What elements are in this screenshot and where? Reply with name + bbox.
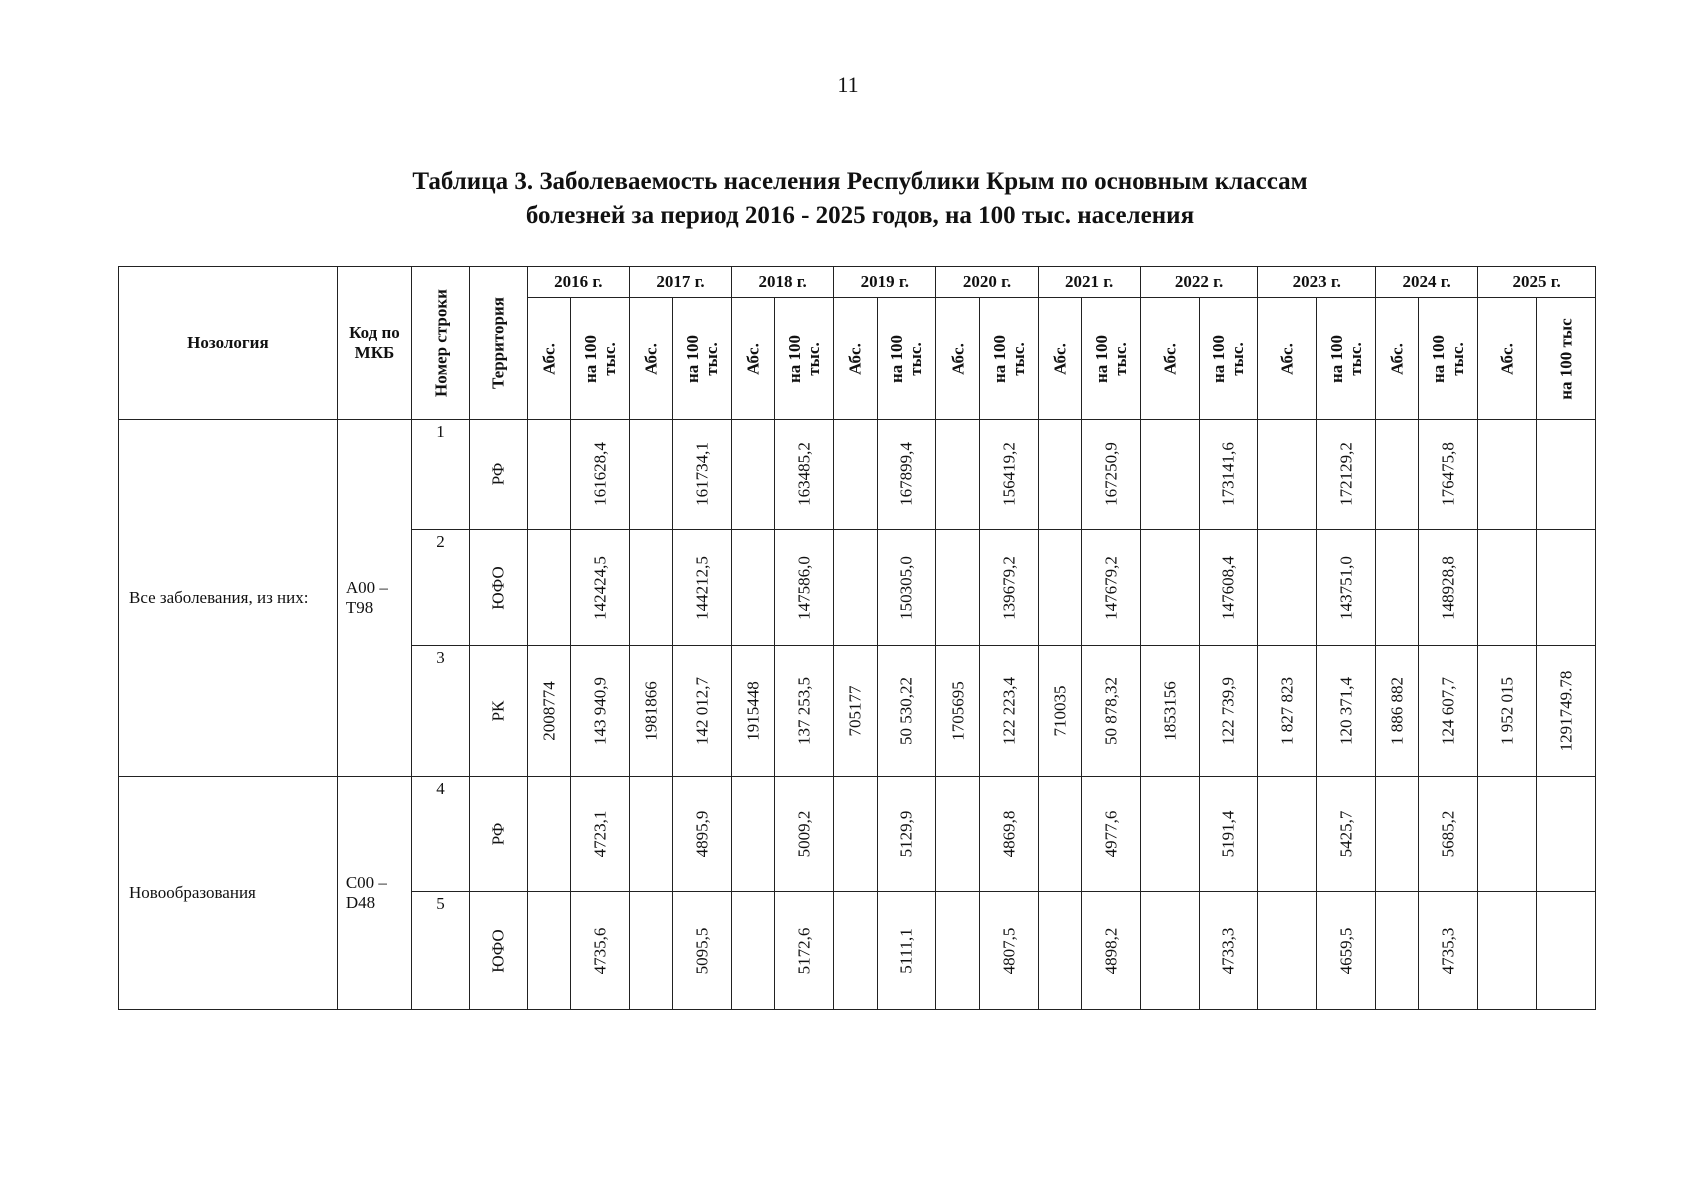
value-per-100k-cell xyxy=(877,420,936,530)
value-abs-cell xyxy=(629,777,672,892)
value-text: 5009,2 xyxy=(794,810,814,858)
value-per-100k-cell xyxy=(1199,420,1258,530)
value-text: 1 886 882 xyxy=(1387,677,1407,746)
value-abs-cell xyxy=(1376,646,1419,777)
header-per-100k xyxy=(1537,298,1596,420)
value-abs-cell xyxy=(732,777,775,892)
value-per-100k-cell xyxy=(775,529,834,645)
territory-cell xyxy=(469,646,527,777)
value-abs-cell xyxy=(1478,892,1537,1010)
value-abs-cell xyxy=(1140,420,1199,530)
value-abs-cell xyxy=(834,777,877,892)
header-per-100k-text: на 100 тыс. xyxy=(1327,334,1366,383)
header-abs-text: Абс. xyxy=(1497,342,1517,375)
header-per-100k-text: на 100 тыс. xyxy=(683,334,722,383)
value-per-100k-cell xyxy=(1537,420,1596,530)
value-abs-cell xyxy=(1258,646,1317,777)
header-per-100k-text: на 100 тыс. xyxy=(1091,334,1130,383)
value-abs-cell xyxy=(629,646,672,777)
value-abs-cell xyxy=(834,420,877,530)
header-per-100k xyxy=(1199,298,1258,420)
value-abs-cell xyxy=(1258,892,1317,1010)
header-per-100k-text: на 100 тыс. xyxy=(887,334,926,383)
value-per-100k-cell xyxy=(1537,646,1596,777)
row-number-cell: 4 xyxy=(412,777,470,892)
row-number-cell: 3 xyxy=(412,646,470,777)
value-text: 1981866 xyxy=(641,681,661,741)
value-text: 4807,5 xyxy=(999,927,1019,975)
value-per-100k-cell xyxy=(1317,420,1376,530)
value-abs-cell xyxy=(1376,892,1419,1010)
value-per-100k-cell xyxy=(1081,892,1140,1010)
header-year: 2025 г. xyxy=(1478,267,1596,298)
header-year: 2024 г. xyxy=(1376,267,1478,298)
value-per-100k-cell xyxy=(877,529,936,645)
value-abs-cell xyxy=(527,892,570,1010)
header-abs-text: Абс. xyxy=(845,342,865,375)
value-text: 1291749.78 xyxy=(1556,670,1576,752)
header-abs-text: Абс. xyxy=(948,342,968,375)
value-abs-cell xyxy=(1478,646,1537,777)
value-per-100k-cell xyxy=(673,646,732,777)
header-abs xyxy=(1258,298,1317,420)
value-text: 124 607,7 xyxy=(1438,677,1458,746)
table-body xyxy=(119,420,1596,1010)
value-per-100k-cell xyxy=(1199,892,1258,1010)
header-per-100k xyxy=(673,298,732,420)
value-per-100k-cell xyxy=(775,777,834,892)
value-text: 710035 xyxy=(1050,685,1070,737)
value-abs-cell xyxy=(1478,420,1537,530)
value-text: 147608,4 xyxy=(1218,555,1238,620)
territory-text: РФ xyxy=(488,463,508,486)
value-abs-cell xyxy=(1038,777,1081,892)
value-per-100k-cell xyxy=(979,892,1038,1010)
value-abs-cell xyxy=(1038,529,1081,645)
value-text: 5191,4 xyxy=(1218,810,1238,858)
header-territory xyxy=(469,267,527,420)
value-per-100k-cell xyxy=(1419,777,1478,892)
value-per-100k-cell xyxy=(673,777,732,892)
value-abs-cell xyxy=(732,646,775,777)
value-abs-cell xyxy=(936,529,979,645)
territory-cell xyxy=(469,892,527,1010)
value-abs-cell xyxy=(732,420,775,530)
value-per-100k-cell xyxy=(1419,420,1478,530)
territory-text: РК xyxy=(488,700,508,722)
value-abs-cell xyxy=(1258,420,1317,530)
value-abs-cell xyxy=(629,420,672,530)
nosology-cell: Новообразования xyxy=(119,777,338,1010)
value-abs-cell xyxy=(1038,420,1081,530)
header-abs xyxy=(1038,298,1081,420)
row-number-cell: 1 xyxy=(412,420,470,530)
value-text: 4869,8 xyxy=(999,810,1019,858)
header-abs-text: Абс. xyxy=(743,342,763,375)
value-text: 156419,2 xyxy=(999,442,1019,507)
value-per-100k-cell xyxy=(673,529,732,645)
value-text: 173141,6 xyxy=(1218,442,1238,507)
header-row-number xyxy=(412,267,470,420)
row-number-cell: 2 xyxy=(412,529,470,645)
value-text: 167899,4 xyxy=(896,442,916,507)
value-abs-cell xyxy=(936,646,979,777)
value-text: 5685,2 xyxy=(1438,810,1458,858)
value-per-100k-cell xyxy=(673,892,732,1010)
value-per-100k-cell xyxy=(1537,777,1596,892)
value-text: 167250,9 xyxy=(1101,442,1121,507)
header-row-number-text: Номер строки xyxy=(431,289,451,397)
header-code: Код по МКБ xyxy=(337,267,411,420)
value-abs-cell xyxy=(1376,529,1419,645)
value-per-100k-cell xyxy=(877,892,936,1010)
value-per-100k-cell xyxy=(571,646,630,777)
value-abs-cell xyxy=(936,892,979,1010)
header-per-100k-text: на 100 тыс. xyxy=(785,334,824,383)
header-per-100k xyxy=(877,298,936,420)
value-text: 50 878,32 xyxy=(1101,677,1121,746)
value-text: 4723,1 xyxy=(590,810,610,858)
value-text: 142 012,7 xyxy=(692,677,712,746)
header-year: 2023 г. xyxy=(1258,267,1376,298)
value-text: 5425,7 xyxy=(1336,810,1356,858)
header-abs-text: Абс. xyxy=(539,342,559,375)
value-text: 5129,9 xyxy=(896,810,916,858)
value-text: 2008774 xyxy=(539,681,559,741)
header-year: 2018 г. xyxy=(732,267,834,298)
value-text: 1915448 xyxy=(743,681,763,741)
table-row xyxy=(119,777,1596,892)
value-per-100k-cell xyxy=(571,777,630,892)
header-per-100k xyxy=(1081,298,1140,420)
value-text: 5095,5 xyxy=(692,927,712,975)
header-per-100k xyxy=(1419,298,1478,420)
header-abs-text: Абс. xyxy=(641,342,661,375)
value-text: 163485,2 xyxy=(794,442,814,507)
territory-cell xyxy=(469,529,527,645)
value-per-100k-cell xyxy=(673,420,732,530)
header-abs xyxy=(834,298,877,420)
header-year: 2022 г. xyxy=(1140,267,1258,298)
header-year: 2016 г. xyxy=(527,267,629,298)
value-per-100k-cell xyxy=(979,777,1038,892)
value-per-100k-cell xyxy=(775,420,834,530)
value-text: 139679,2 xyxy=(999,555,1019,620)
value-text: 4733,3 xyxy=(1218,927,1238,975)
value-text: 172129,2 xyxy=(1336,442,1356,507)
page-number: 11 xyxy=(837,72,859,97)
header-abs-text: Абс. xyxy=(1050,342,1070,375)
table-title xyxy=(300,165,1420,233)
value-abs-cell xyxy=(834,646,877,777)
value-abs-cell xyxy=(629,892,672,1010)
value-text: 161734,1 xyxy=(692,442,712,507)
value-text: 5172,6 xyxy=(794,927,814,975)
value-abs-cell xyxy=(936,777,979,892)
header-per-100k-text: на 100 тыс xyxy=(1556,317,1576,400)
value-per-100k-cell xyxy=(1419,646,1478,777)
value-text: 120 371,4 xyxy=(1336,677,1356,746)
header-year: 2021 г. xyxy=(1038,267,1140,298)
header-abs xyxy=(629,298,672,420)
value-abs-cell xyxy=(1478,777,1537,892)
value-text: 144212,5 xyxy=(692,555,712,620)
value-text: 4735,6 xyxy=(590,927,610,975)
header-per-100k-text: на 100 тыс. xyxy=(989,334,1028,383)
value-abs-cell xyxy=(834,529,877,645)
value-per-100k-cell xyxy=(1081,420,1140,530)
header-per-100k-text: на 100 тыс. xyxy=(1429,334,1468,383)
value-text: 1 952 015 xyxy=(1497,677,1517,746)
icd-code-cell: A00 – T98 xyxy=(337,420,411,777)
value-abs-cell xyxy=(732,892,775,1010)
value-per-100k-cell xyxy=(979,420,1038,530)
value-abs-cell xyxy=(527,420,570,530)
value-per-100k-cell xyxy=(877,777,936,892)
value-text: 122 223,4 xyxy=(999,677,1019,746)
value-text: 147586,0 xyxy=(794,555,814,620)
value-per-100k-cell xyxy=(775,646,834,777)
value-text: 122 739,9 xyxy=(1218,677,1238,746)
value-abs-cell xyxy=(629,529,672,645)
table-title-line-1: Таблица 3. Заболеваемость населения Республики Крым по основным классам xyxy=(412,168,1308,195)
value-text: 1853156 xyxy=(1160,681,1180,741)
header-nosology: Нозология xyxy=(119,267,338,420)
value-text: 147679,2 xyxy=(1101,555,1121,620)
header-abs-text: Абс. xyxy=(1387,342,1407,375)
value-text: 1705695 xyxy=(948,681,968,741)
value-per-100k-cell xyxy=(1081,646,1140,777)
header-abs xyxy=(527,298,570,420)
value-abs-cell xyxy=(1258,529,1317,645)
header-abs-text: Абс. xyxy=(1277,342,1297,375)
header-per-100k xyxy=(571,298,630,420)
value-text: 150305,0 xyxy=(896,555,916,620)
value-abs-cell xyxy=(1140,529,1199,645)
value-text: 4735,3 xyxy=(1438,927,1458,975)
header-abs xyxy=(732,298,775,420)
territory-text: ЮФО xyxy=(488,929,508,973)
value-text: 137 253,5 xyxy=(794,677,814,746)
header-year: 2020 г. xyxy=(936,267,1038,298)
territory-cell xyxy=(469,777,527,892)
value-per-100k-cell xyxy=(1081,777,1140,892)
value-abs-cell xyxy=(527,646,570,777)
value-abs-cell xyxy=(1376,420,1419,530)
value-per-100k-cell xyxy=(1317,529,1376,645)
value-abs-cell xyxy=(936,420,979,530)
header-per-100k-text: на 100 тыс. xyxy=(580,334,619,383)
value-abs-cell xyxy=(1376,777,1419,892)
header-abs xyxy=(936,298,979,420)
value-per-100k-cell xyxy=(1199,529,1258,645)
value-abs-cell xyxy=(1140,892,1199,1010)
table-row xyxy=(119,420,1596,530)
header-per-100k xyxy=(775,298,834,420)
value-abs-cell xyxy=(1258,777,1317,892)
value-abs-cell xyxy=(1478,529,1537,645)
value-text: 143 940,9 xyxy=(590,677,610,746)
row-number-cell: 5 xyxy=(412,892,470,1010)
value-per-100k-cell xyxy=(979,529,1038,645)
morbidity-table xyxy=(118,266,1596,1010)
value-per-100k-cell xyxy=(775,892,834,1010)
header-per-100k-text: на 100 тыс. xyxy=(1209,334,1248,383)
value-text: 4977,6 xyxy=(1101,810,1121,858)
value-abs-cell xyxy=(834,892,877,1010)
value-per-100k-cell xyxy=(1317,646,1376,777)
value-text: 142424,5 xyxy=(590,555,610,620)
table-title-line-2: болезней за период 2016 - 2025 годов, на 100 тыс. населения xyxy=(525,202,1195,229)
value-text: 50 530,22 xyxy=(896,677,916,746)
value-abs-cell xyxy=(732,529,775,645)
value-per-100k-cell xyxy=(1317,892,1376,1010)
value-per-100k-cell xyxy=(979,646,1038,777)
value-per-100k-cell xyxy=(1537,892,1596,1010)
territory-text: ЮФО xyxy=(488,565,508,610)
icd-code-cell: C00 – D48 xyxy=(337,777,411,1010)
value-text: 1 827 823 xyxy=(1277,677,1297,746)
value-text: 148928,8 xyxy=(1438,555,1458,620)
value-per-100k-cell xyxy=(571,892,630,1010)
header-per-100k xyxy=(979,298,1038,420)
value-text: 4659,5 xyxy=(1336,927,1356,975)
nosology-cell: Все заболевания, из них: xyxy=(119,420,338,777)
header-year: 2019 г. xyxy=(834,267,936,298)
value-text: 176475,8 xyxy=(1438,442,1458,507)
territory-text: РФ xyxy=(488,822,508,846)
value-text: 5111,1 xyxy=(896,927,916,974)
value-text: 161628,4 xyxy=(590,442,610,507)
value-text: 705177 xyxy=(845,685,865,737)
value-abs-cell xyxy=(1038,646,1081,777)
value-per-100k-cell xyxy=(1419,892,1478,1010)
value-per-100k-cell xyxy=(1317,777,1376,892)
territory-cell xyxy=(469,420,527,530)
value-abs-cell xyxy=(1140,777,1199,892)
value-abs-cell xyxy=(1038,892,1081,1010)
value-abs-cell xyxy=(527,777,570,892)
header-year: 2017 г. xyxy=(629,267,731,298)
value-per-100k-cell xyxy=(1081,529,1140,645)
header-abs-text: Абс. xyxy=(1160,342,1180,375)
value-text: 143751,0 xyxy=(1336,555,1356,620)
header-territory-text: Территория xyxy=(488,296,508,390)
header-abs xyxy=(1140,298,1199,420)
header-per-100k xyxy=(1317,298,1376,420)
value-per-100k-cell xyxy=(1419,529,1478,645)
header-abs xyxy=(1376,298,1419,420)
value-per-100k-cell xyxy=(571,529,630,645)
value-per-100k-cell xyxy=(1199,777,1258,892)
header-abs xyxy=(1478,298,1537,420)
value-per-100k-cell xyxy=(1537,529,1596,645)
value-abs-cell xyxy=(1140,646,1199,777)
value-abs-cell xyxy=(527,529,570,645)
value-per-100k-cell xyxy=(1199,646,1258,777)
value-text: 4895,9 xyxy=(692,810,712,858)
value-text: 4898,2 xyxy=(1101,927,1121,975)
value-per-100k-cell xyxy=(877,646,936,777)
value-per-100k-cell xyxy=(571,420,630,530)
